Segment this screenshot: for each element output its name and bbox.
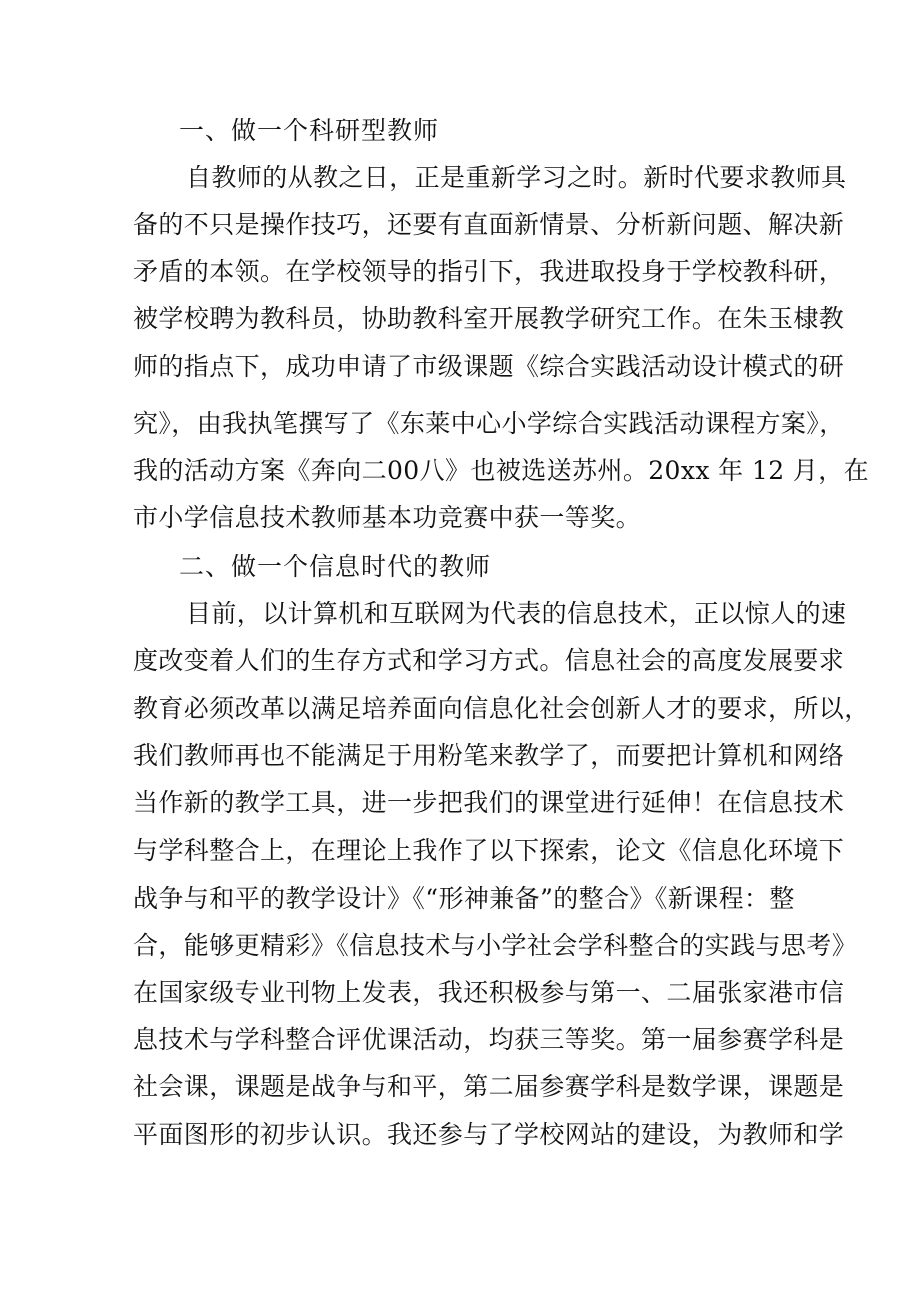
paragraph-line: 备的不只是操作技巧，还要有直面新情景、分析新问题、解决新 bbox=[133, 210, 845, 239]
section-heading-2: 二、做一个信息时代的教师 bbox=[179, 552, 492, 581]
paragraph-line: 我们教师再也不能满足于用粉笔来教学了，而要把计算机和网络 bbox=[133, 741, 845, 770]
paragraph-line: 战争与和平的教学设计》《“形神兼备”的整合》《新课程：整 bbox=[133, 884, 795, 913]
paragraph-line: 矛盾的本领。在学校领导的指引下，我进取投身于学校教科研， bbox=[133, 257, 845, 286]
section-heading-1: 一、做一个科研型教师 bbox=[179, 116, 440, 145]
paragraph-line: 市小学信息技术教师基本功竞赛中获一等奖。 bbox=[133, 503, 642, 532]
paragraph-line: 息技术与学科整合评优课活动，均获三等奖。第一届参赛学科是 bbox=[133, 1025, 845, 1054]
paragraph-line: 被学校聘为教科员，协助教科室开展教学研究工作。在朱玉棣教 bbox=[133, 304, 845, 333]
paragraph-line: 度改变着人们的生存方式和学习方式。信息社会的高度发展要求 bbox=[133, 646, 845, 675]
paragraph-line: 平面图形的初步认识。我还参与了学校网站的建设，为教师和学 bbox=[133, 1120, 845, 1149]
paragraph-line: 目前，以计算机和互联网为代表的信息技术，正以惊人的速 bbox=[186, 599, 847, 628]
paragraph-line: 与学科整合上，在理论上我作了以下探索，论文《信息化环境下 bbox=[133, 836, 845, 865]
paragraph-line: 在国家级专业刊物上发表，我还积极参与第一、二届张家港市信 bbox=[133, 978, 845, 1007]
paragraph-line: 自教师的从教之日，正是重新学习之时。新时代要求教师具 bbox=[186, 163, 847, 192]
paragraph-line: 教育必须改革以满足培养面向信息化社会创新人才的要求，所以， bbox=[133, 694, 870, 723]
paragraph-line: 社会课，课题是战争与和平，第二届参赛学科是数学课，课题是 bbox=[133, 1072, 845, 1101]
paragraph-line: 师的指点下，成功申请了市级课题《综合实践活动设计模式的研 bbox=[133, 352, 845, 381]
paragraph-line: 我的活动方案《奔向二00八》也被选送苏州。20xx 年 12 月，在 bbox=[133, 456, 870, 485]
paragraph-line: 究》，由我执笔撰写了《东莱中心小学综合实践活动课程方案》， bbox=[133, 409, 845, 438]
paragraph-line: 当作新的教学工具，进一步把我们的课堂进行延伸！在信息技术 bbox=[133, 788, 845, 817]
paragraph-line: 合，能够更精彩》《信息技术与小学社会学科整合的实践与思考》 bbox=[133, 931, 858, 960]
